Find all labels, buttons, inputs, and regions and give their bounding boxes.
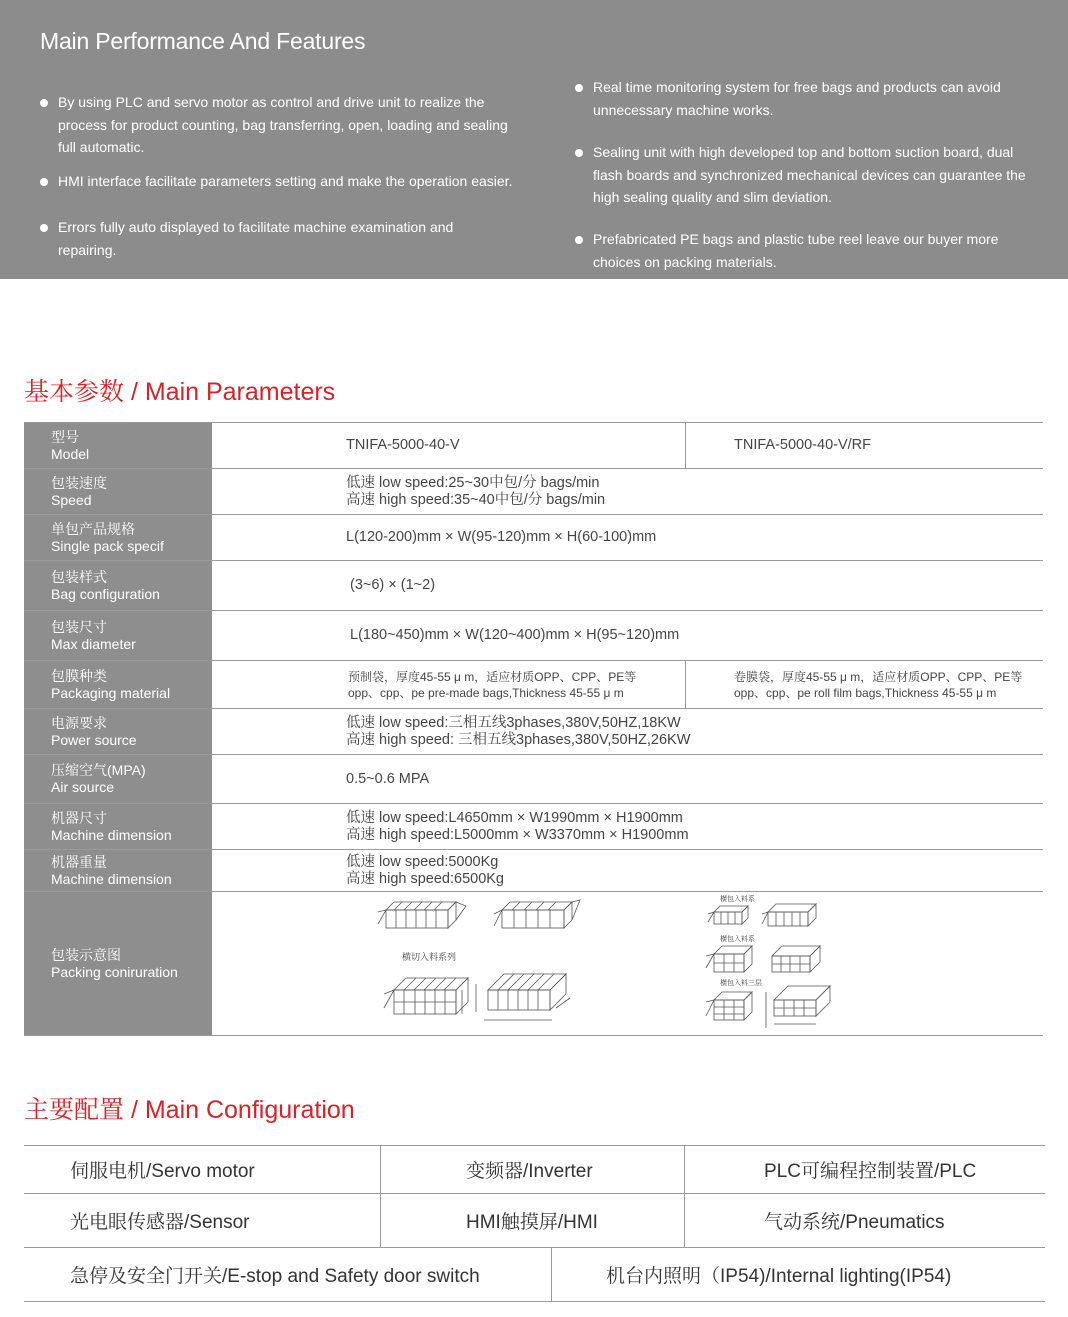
pack-illustration: [762, 904, 816, 926]
row-label: 包膜种类 Packaging material: [24, 661, 212, 708]
table-row: [24, 661, 1043, 709]
column-divider: [380, 1146, 381, 1193]
column-divider: [685, 423, 686, 468]
table-row: [24, 611, 1043, 661]
feature-item: Real time monitoring system for free bags and products can avoid unnecessary machine works.: [575, 76, 1055, 121]
config-item: 气动系统/Pneumatics: [764, 1212, 945, 1233]
bullet-icon: [40, 178, 48, 186]
row-value: 卷膜袋，厚度45-55 μ m，适应材质OPP、CPP、PE等 opp、cpp、pe roll film bags,Thickness 45-55 μ m: [734, 669, 1023, 700]
table-row: [24, 423, 1043, 469]
table-row: [24, 892, 1043, 1036]
bullet-icon: [575, 149, 583, 157]
bullet-icon: [575, 84, 583, 92]
config-item: 变频器/Inverter: [466, 1161, 593, 1182]
pack-illustration: [384, 978, 468, 1014]
row-label: 单包产品规格 Single pack specif: [24, 515, 212, 560]
feature-item: Sealing unit with high developed top and bottom suction board, dual flash boards and synchronized mechanical devices can guarantee the high sealing quality and slim deviation.: [575, 141, 1055, 209]
feature-item: By using PLC and servo motor as control and drive unit to realize the process for product counting, bag transferring, open, loading and sealing full automatic.: [40, 91, 540, 159]
row-label: 电源要求 Power source: [24, 709, 212, 754]
pack-illustration: [706, 946, 752, 972]
row-value: 预制袋，厚度45-55 μ m，适应材质OPP、CPP、PE等 opp、cpp、pe pre-made bags,Thickness 45-55 μ m: [348, 669, 637, 700]
config-item: 光电眼传感器/Sensor: [70, 1212, 250, 1233]
row-label: 包装速度 Speed: [24, 469, 212, 514]
table-row: [24, 561, 1043, 611]
config-item: 急停及安全门开关/E-stop and Safety door switch: [70, 1266, 480, 1287]
packing-diagram-right: [700, 894, 850, 1034]
bullet-icon: [40, 224, 48, 232]
row-value: 低速 low speed:L4650mm × W1990mm × H1900mm 高速 high speed:L5000mm × W3370mm × H1900mm: [346, 809, 689, 843]
table-row: [24, 755, 1043, 804]
pack-illustration: [766, 986, 830, 1028]
table-row: [24, 709, 1043, 755]
pack-illustration: [706, 992, 752, 1020]
row-label: 包装示意图 Packing coniruration: [24, 892, 212, 1035]
row-label: 包装样式 Bag configuration: [24, 561, 212, 610]
row-value: TNIFA-5000-40-V: [346, 437, 460, 453]
parameters-table: [24, 422, 1043, 1036]
row-label: 机器重量 Machine dimension: [24, 850, 212, 891]
bullet-icon: [575, 236, 583, 244]
row-label: 包装尺寸 Max diameter: [24, 611, 212, 660]
diagram-caption: 横包入料系: [720, 935, 755, 943]
pack-illustration: [494, 900, 580, 928]
row-value: (3~6) × (1~2): [350, 577, 436, 593]
column-divider: [685, 661, 686, 708]
row-value: 低速 low speed:5000Kg 高速 high speed:6500Kg: [346, 853, 504, 887]
diagram-caption: 横切入料系列: [402, 953, 457, 963]
configuration-table: [24, 1145, 1045, 1302]
configuration-title: 主要配置 / Main Configuration: [24, 1096, 355, 1124]
row-label: 机器尺寸 Machine dimension: [24, 804, 212, 849]
feature-item: Errors fully auto displayed to facilitate machine examination and repairing.: [40, 216, 540, 261]
pack-illustration: [378, 902, 466, 928]
table-row: [24, 1194, 1045, 1248]
row-label: 型号 Model: [24, 423, 212, 468]
row-label: 压缩空气(MPA) Air source: [24, 755, 212, 803]
column-divider: [380, 1194, 381, 1247]
config-item: PLC可编程控制装置/PLC: [764, 1161, 977, 1182]
pack-illustration: [476, 974, 570, 1020]
row-value: 低速 low speed:25~30中包/分 bags/min 高速 high speed:35~40中包/分 bags/min: [346, 474, 606, 508]
pack-illustration: [708, 906, 748, 924]
packing-diagram-left: [374, 898, 589, 1030]
row-value: 低速 low speed:三相五线3phases,380V,50HZ,18KW 高速 high speed: 三相五线3phases,380V,50HZ,26KW: [346, 714, 691, 748]
table-row: [24, 1146, 1045, 1194]
row-value: L(120-200)mm × W(95-120)mm × H(60-100)mm: [346, 529, 657, 545]
column-divider: [551, 1248, 552, 1301]
config-item: HMI触摸屏/HMI: [466, 1212, 598, 1233]
table-row: [24, 515, 1043, 561]
features-title: Main Performance And Features: [40, 28, 366, 54]
table-row: [24, 469, 1043, 515]
diagram-caption: 横包入料系: [720, 895, 755, 903]
row-value: TNIFA-5000-40-V/RF: [734, 437, 871, 453]
config-item: 伺服电机/Servo motor: [70, 1161, 255, 1182]
config-item: 机台内照明（IP54)/Internal lighting(IP54): [606, 1266, 952, 1287]
feature-item: Prefabricated PE bags and plastic tube reel leave our buyer more choices on packing materials.: [575, 228, 1055, 273]
bullet-icon: [40, 99, 48, 107]
row-value: L(180~450)mm × W(120~400)mm × H(95~120)mm: [350, 627, 680, 643]
table-row: [24, 804, 1043, 850]
table-row: [24, 1248, 1045, 1302]
table-row: [24, 850, 1043, 892]
features-banner: [0, 0, 1068, 279]
column-divider: [684, 1146, 685, 1193]
parameters-title: 基本参数 / Main Parameters: [24, 378, 336, 406]
diagram-caption: 横包入料三层: [720, 979, 762, 987]
row-value: 0.5~0.6 MPA: [346, 770, 430, 787]
pack-illustration: [772, 946, 820, 972]
feature-item: HMI interface facilitate parameters setting and make the operation easier.: [40, 170, 540, 193]
column-divider: [684, 1194, 685, 1247]
